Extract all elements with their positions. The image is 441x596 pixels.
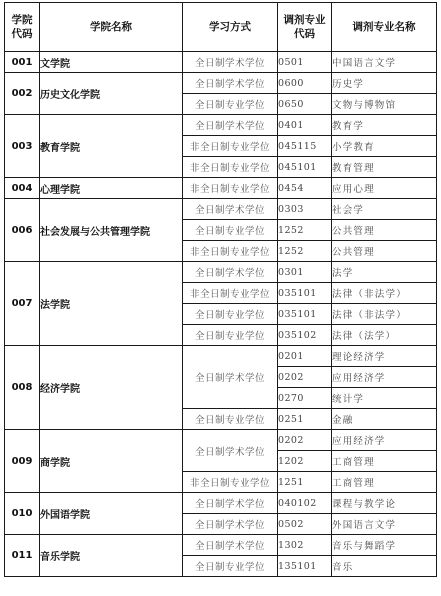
study-mode-cell: 全日制专业学位 xyxy=(183,556,278,577)
major-code-cell: 1302 xyxy=(278,535,332,556)
adjustment-majors-table xyxy=(4,2,437,577)
study-mode-cell: 全日制专业学位 xyxy=(183,94,278,115)
college-code-cell: 006 xyxy=(5,199,40,262)
college-code-cell: 008 xyxy=(5,346,40,430)
header-study-mode: 学习方式 xyxy=(183,3,278,52)
major-name-cell: 音乐 xyxy=(332,556,437,577)
major-name-cell: 统计学 xyxy=(332,388,437,409)
table-row xyxy=(5,346,437,367)
major-name-cell: 教育学 xyxy=(332,115,437,136)
study-mode-cell: 非全日制专业学位 xyxy=(183,472,278,493)
table-row xyxy=(5,178,437,199)
major-code-cell: 135101 xyxy=(278,556,332,577)
study-mode-cell: 全日制学术学位 xyxy=(183,199,278,220)
major-code-cell: 0270 xyxy=(278,388,332,409)
major-code-cell: 0454 xyxy=(278,178,332,199)
major-code-cell: 0202 xyxy=(278,430,332,451)
college-code-cell: 001 xyxy=(5,52,40,73)
study-mode-cell: 全日制学术学位 xyxy=(183,430,278,472)
major-name-cell: 音乐与舞蹈学 xyxy=(332,535,437,556)
major-name-cell: 应用经济学 xyxy=(332,367,437,388)
study-mode-cell: 全日制学术学位 xyxy=(183,262,278,283)
major-name-cell: 社会学 xyxy=(332,199,437,220)
table-row xyxy=(5,115,437,136)
major-code-cell: 0650 xyxy=(278,94,332,115)
table-row xyxy=(5,73,437,94)
major-name-cell: 教育管理 xyxy=(332,157,437,178)
major-code-cell: 0303 xyxy=(278,199,332,220)
major-name-cell: 法学 xyxy=(332,262,437,283)
major-name-cell: 工商管理 xyxy=(332,451,437,472)
major-code-cell: 0600 xyxy=(278,73,332,94)
study-mode-cell: 全日制学术学位 xyxy=(183,73,278,94)
table-row xyxy=(5,199,437,220)
major-name-cell: 工商管理 xyxy=(332,472,437,493)
major-code-cell: 0502 xyxy=(278,514,332,535)
major-name-cell: 法律（法学） xyxy=(332,325,437,346)
major-name-cell: 外国语言文学 xyxy=(332,514,437,535)
college-name-cell: 心理学院 xyxy=(40,178,183,199)
major-code-cell: 035101 xyxy=(278,304,332,325)
major-code-cell: 040102 xyxy=(278,493,332,514)
major-name-cell: 法律（非法学） xyxy=(332,304,437,325)
study-mode-cell: 全日制学术学位 xyxy=(183,535,278,556)
major-code-cell: 1252 xyxy=(278,220,332,241)
major-name-cell: 公共管理 xyxy=(332,220,437,241)
college-name-cell: 外国语学院 xyxy=(40,493,183,535)
college-name-cell: 社会发展与公共管理学院 xyxy=(40,199,183,262)
major-name-cell: 公共管理 xyxy=(332,241,437,262)
college-name-cell: 文学院 xyxy=(40,52,183,73)
table-row xyxy=(5,52,437,73)
college-code-cell: 007 xyxy=(5,262,40,346)
college-code-cell: 004 xyxy=(5,178,40,199)
study-mode-cell: 全日制学术学位 xyxy=(183,52,278,73)
table-header-row xyxy=(5,3,437,52)
major-name-cell: 应用经济学 xyxy=(332,430,437,451)
major-code-cell: 0202 xyxy=(278,367,332,388)
major-name-cell: 历史学 xyxy=(332,73,437,94)
major-code-cell: 035101 xyxy=(278,283,332,304)
table-row xyxy=(5,262,437,283)
college-code-cell: 010 xyxy=(5,493,40,535)
adjustment-table-sheet xyxy=(4,2,437,577)
study-mode-cell: 全日制学术学位 xyxy=(183,493,278,514)
major-name-cell: 文物与博物馆 xyxy=(332,94,437,115)
major-code-cell: 1252 xyxy=(278,241,332,262)
table-row xyxy=(5,430,437,451)
major-code-cell: 0301 xyxy=(278,262,332,283)
study-mode-cell: 全日制学术学位 xyxy=(183,346,278,409)
study-mode-cell: 非全日制专业学位 xyxy=(183,283,278,304)
header-college-name: 学院名称 xyxy=(40,3,183,52)
college-name-cell: 经济学院 xyxy=(40,346,183,430)
study-mode-cell: 非全日制专业学位 xyxy=(183,136,278,157)
study-mode-cell: 全日制学术学位 xyxy=(183,514,278,535)
study-mode-cell: 非全日制专业学位 xyxy=(183,178,278,199)
major-code-cell: 0401 xyxy=(278,115,332,136)
header-major-code: 调剂专业代码 xyxy=(278,3,332,52)
college-name-cell: 法学院 xyxy=(40,262,183,346)
major-name-cell: 金融 xyxy=(332,409,437,430)
study-mode-cell: 非全日制专业学位 xyxy=(183,241,278,262)
major-name-cell: 中国语言文学 xyxy=(332,52,437,73)
major-code-cell: 0201 xyxy=(278,346,332,367)
college-code-cell: 011 xyxy=(5,535,40,577)
study-mode-cell: 非全日制专业学位 xyxy=(183,157,278,178)
major-code-cell: 035102 xyxy=(278,325,332,346)
college-name-cell: 教育学院 xyxy=(40,115,183,178)
study-mode-cell: 全日制学术学位 xyxy=(183,115,278,136)
college-code-cell: 002 xyxy=(5,73,40,115)
study-mode-cell: 全日制专业学位 xyxy=(183,409,278,430)
college-name-cell: 商学院 xyxy=(40,430,183,493)
major-code-cell: 1251 xyxy=(278,472,332,493)
major-name-cell: 理论经济学 xyxy=(332,346,437,367)
study-mode-cell: 全日制专业学位 xyxy=(183,325,278,346)
study-mode-cell: 全日制专业学位 xyxy=(183,304,278,325)
college-name-cell: 音乐学院 xyxy=(40,535,183,577)
table-row xyxy=(5,493,437,514)
major-name-cell: 小学教育 xyxy=(332,136,437,157)
header-major-name: 调剂专业名称 xyxy=(332,3,437,52)
table-row xyxy=(5,535,437,556)
major-code-cell: 0501 xyxy=(278,52,332,73)
major-code-cell: 045115 xyxy=(278,136,332,157)
major-code-cell: 1202 xyxy=(278,451,332,472)
header-college-code: 学院代码 xyxy=(5,3,40,52)
college-code-cell: 003 xyxy=(5,115,40,178)
college-code-cell: 009 xyxy=(5,430,40,493)
major-name-cell: 应用心理 xyxy=(332,178,437,199)
major-code-cell: 045101 xyxy=(278,157,332,178)
major-code-cell: 0251 xyxy=(278,409,332,430)
study-mode-cell: 全日制专业学位 xyxy=(183,220,278,241)
major-name-cell: 课程与教学论 xyxy=(332,493,437,514)
college-name-cell: 历史文化学院 xyxy=(40,73,183,115)
major-name-cell: 法律（非法学） xyxy=(332,283,437,304)
